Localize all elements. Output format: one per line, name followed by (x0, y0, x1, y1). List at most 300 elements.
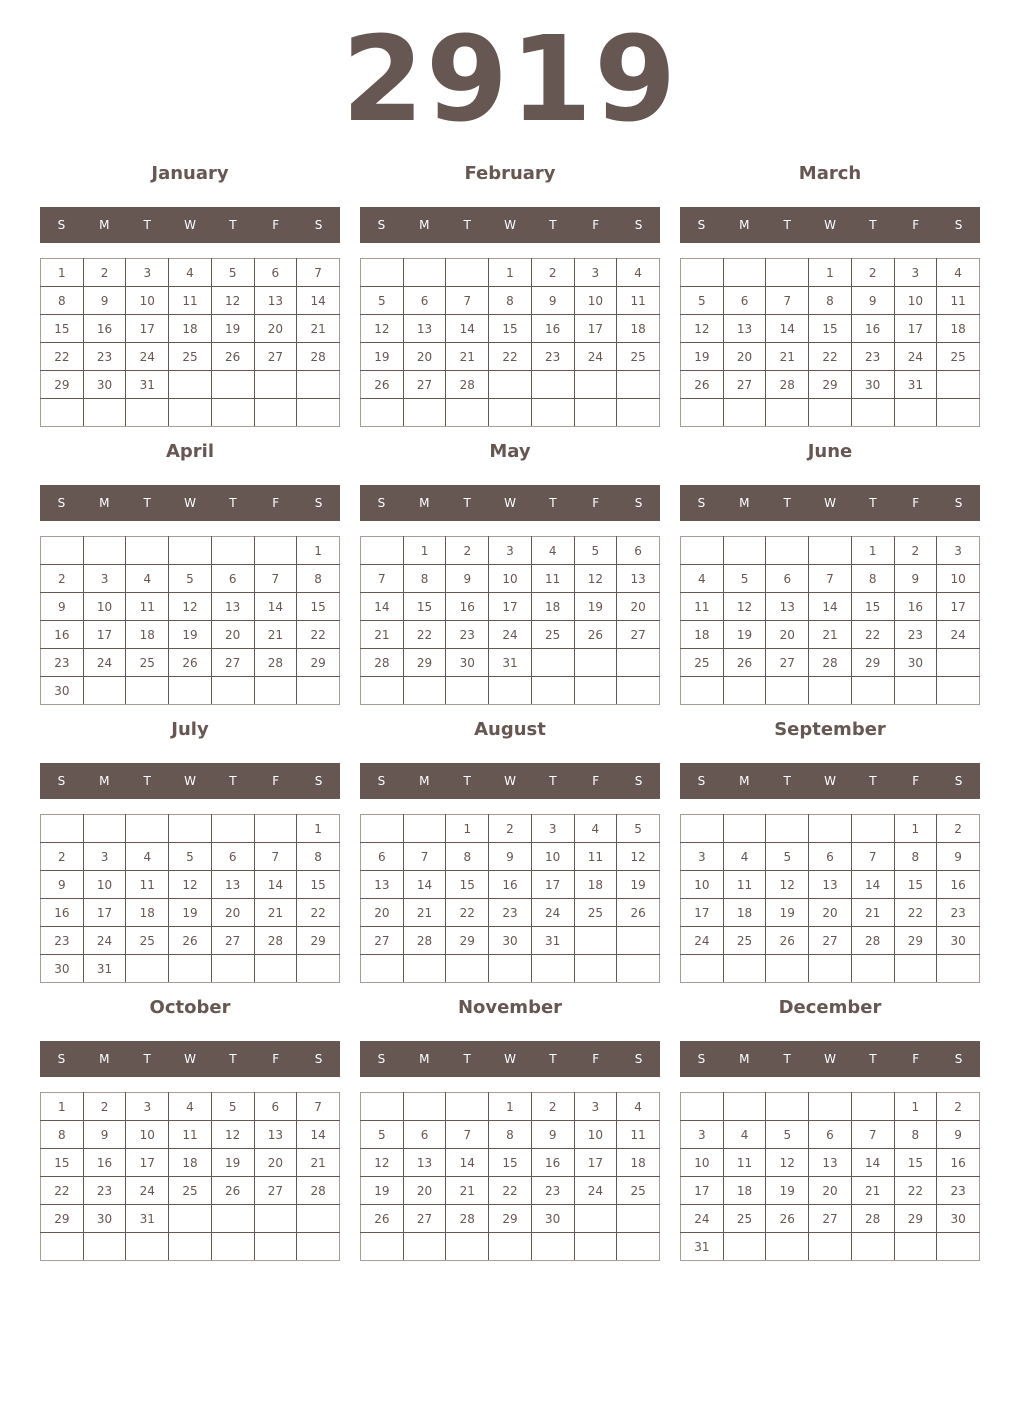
day-cell (126, 1233, 169, 1261)
day-cell: 6 (723, 287, 766, 315)
day-cell: 25 (531, 621, 574, 649)
week-row (41, 315, 340, 343)
day-cell (254, 1205, 297, 1233)
day-cell (403, 259, 446, 287)
day-cell: 5 (681, 287, 724, 315)
day-cell: 15 (489, 1149, 532, 1177)
day-cell: 24 (489, 621, 532, 649)
day-cell: 20 (211, 899, 254, 927)
month-december (680, 994, 980, 1254)
day-cell: 24 (937, 621, 980, 649)
day-cell: 2 (937, 815, 980, 843)
day-cell: 16 (531, 315, 574, 343)
day-cell: 20 (211, 621, 254, 649)
week-row (41, 677, 340, 705)
day-cell: 1 (851, 537, 894, 565)
weekday-label: S (314, 1052, 323, 1066)
weekday-label: F (912, 218, 920, 232)
day-cell: 7 (254, 565, 297, 593)
day-cell: 30 (937, 927, 980, 955)
day-cell: 29 (489, 1205, 532, 1233)
day-cell: 14 (254, 593, 297, 621)
day-cell: 8 (489, 287, 532, 315)
weekday-label: S (634, 496, 643, 510)
weekday-label: W (504, 218, 516, 232)
weekday-label: F (272, 218, 280, 232)
day-cell (937, 1233, 980, 1261)
day-cell: 22 (403, 621, 446, 649)
day-cell: 1 (809, 259, 852, 287)
weekday-label: W (184, 1052, 196, 1066)
day-cell: 22 (894, 899, 937, 927)
day-cell: 13 (403, 1149, 446, 1177)
weekday-label: S (377, 774, 386, 788)
weekday-label: S (697, 1052, 706, 1066)
weekday-label: W (824, 218, 836, 232)
day-cell: 16 (937, 871, 980, 899)
day-cell: 2 (83, 1093, 126, 1121)
day-cell (617, 649, 660, 677)
day-cell: 6 (617, 537, 660, 565)
day-cell: 14 (809, 593, 852, 621)
day-cell: 29 (809, 371, 852, 399)
day-cell (41, 537, 84, 565)
month-name: October (149, 997, 231, 1018)
day-cell: 8 (41, 287, 84, 315)
month-march (680, 160, 980, 392)
day-cell (723, 815, 766, 843)
day-cell (297, 371, 340, 399)
weekday-label: S (57, 218, 66, 232)
day-cell: 10 (574, 287, 617, 315)
day-cell: 10 (681, 871, 724, 899)
day-cell (83, 815, 126, 843)
day-cell (361, 1233, 404, 1261)
day-cell: 1 (489, 259, 532, 287)
weekday-label: T (229, 1052, 237, 1066)
day-cell (937, 955, 980, 983)
week-row (41, 815, 340, 843)
weekday-header (40, 485, 340, 521)
weekday-label: T (869, 496, 877, 510)
day-cell (894, 399, 937, 427)
week-row (361, 843, 660, 871)
weekday-label: W (504, 1052, 516, 1066)
day-cell: 7 (851, 1121, 894, 1149)
day-cell (83, 537, 126, 565)
week-row (681, 899, 980, 927)
day-cell: 17 (894, 315, 937, 343)
day-cell: 10 (83, 593, 126, 621)
weekday-label: T (229, 496, 237, 510)
day-cell (211, 677, 254, 705)
day-cell: 24 (574, 1177, 617, 1205)
day-cell: 20 (254, 315, 297, 343)
day-grid (680, 814, 980, 983)
day-cell: 26 (617, 899, 660, 927)
day-cell: 28 (446, 371, 489, 399)
day-cell: 26 (723, 649, 766, 677)
day-cell: 15 (41, 1149, 84, 1177)
day-cell: 3 (574, 259, 617, 287)
day-cell: 16 (894, 593, 937, 621)
day-cell: 3 (531, 815, 574, 843)
day-cell: 12 (361, 1149, 404, 1177)
day-cell: 13 (254, 287, 297, 315)
weekday-label: T (229, 218, 237, 232)
day-cell: 12 (766, 1149, 809, 1177)
week-row (681, 1233, 980, 1261)
day-cell: 8 (403, 565, 446, 593)
day-cell: 29 (297, 927, 340, 955)
day-cell: 29 (41, 371, 84, 399)
weekday-label: M (739, 1052, 750, 1066)
day-cell: 10 (126, 287, 169, 315)
day-cell: 22 (489, 1177, 532, 1205)
day-cell: 27 (254, 1177, 297, 1205)
day-cell: 10 (489, 565, 532, 593)
day-cell: 12 (681, 315, 724, 343)
day-cell (809, 1233, 852, 1261)
day-cell: 7 (809, 565, 852, 593)
day-cell (851, 955, 894, 983)
day-cell: 26 (361, 371, 404, 399)
day-cell: 26 (169, 649, 212, 677)
day-cell (361, 815, 404, 843)
week-row (681, 621, 980, 649)
weekday-label: F (912, 1052, 920, 1066)
weekday-header (40, 763, 340, 799)
day-cell: 29 (851, 649, 894, 677)
day-cell: 28 (851, 927, 894, 955)
day-cell: 31 (894, 371, 937, 399)
day-cell: 14 (851, 1149, 894, 1177)
weekday-label: F (272, 774, 280, 788)
day-cell: 28 (851, 1205, 894, 1233)
day-cell: 20 (809, 899, 852, 927)
day-cell: 5 (361, 287, 404, 315)
day-cell: 20 (403, 1177, 446, 1205)
day-cell: 2 (83, 259, 126, 287)
day-cell: 11 (723, 1149, 766, 1177)
week-row (41, 1205, 340, 1233)
day-cell: 22 (41, 1177, 84, 1205)
day-cell (169, 677, 212, 705)
day-cell (531, 371, 574, 399)
week-row (681, 649, 980, 677)
day-cell (361, 1093, 404, 1121)
day-cell: 19 (766, 1177, 809, 1205)
day-cell: 9 (531, 287, 574, 315)
day-cell (937, 649, 980, 677)
day-cell: 29 (41, 1205, 84, 1233)
day-cell: 4 (531, 537, 574, 565)
day-cell: 21 (297, 315, 340, 343)
day-cell (766, 399, 809, 427)
weekday-label: M (419, 496, 430, 510)
day-cell: 25 (574, 899, 617, 927)
day-cell: 30 (83, 371, 126, 399)
day-cell (617, 371, 660, 399)
day-cell: 3 (489, 537, 532, 565)
day-cell: 3 (83, 565, 126, 593)
day-cell: 7 (297, 1093, 340, 1121)
day-cell (169, 371, 212, 399)
day-cell: 17 (574, 1149, 617, 1177)
day-cell (809, 815, 852, 843)
day-cell: 1 (297, 815, 340, 843)
day-cell: 21 (446, 343, 489, 371)
month-name: June (807, 441, 853, 462)
day-cell (681, 1093, 724, 1121)
day-cell: 10 (937, 565, 980, 593)
day-cell: 9 (489, 843, 532, 871)
day-cell: 16 (41, 899, 84, 927)
day-cell: 12 (169, 871, 212, 899)
day-cell: 15 (297, 871, 340, 899)
weekday-label: M (419, 774, 430, 788)
day-cell: 1 (446, 815, 489, 843)
day-cell: 16 (83, 1149, 126, 1177)
weekday-label: T (229, 774, 237, 788)
day-cell (809, 537, 852, 565)
week-row (681, 955, 980, 983)
day-cell: 6 (211, 843, 254, 871)
day-cell: 25 (169, 343, 212, 371)
day-cell: 23 (851, 343, 894, 371)
week-row (681, 871, 980, 899)
day-cell (723, 1233, 766, 1261)
weekday-label: M (99, 218, 110, 232)
day-cell (126, 537, 169, 565)
day-cell: 19 (723, 621, 766, 649)
day-cell: 26 (766, 1205, 809, 1233)
weekday-label: W (824, 1052, 836, 1066)
day-cell: 5 (169, 565, 212, 593)
month-october (40, 994, 340, 1226)
day-cell: 15 (851, 593, 894, 621)
year-title: 2919 (341, 10, 679, 148)
day-cell: 19 (169, 621, 212, 649)
day-cell: 27 (403, 371, 446, 399)
day-cell (851, 399, 894, 427)
day-cell (617, 927, 660, 955)
week-row (361, 399, 660, 427)
week-row (681, 1121, 980, 1149)
day-cell: 28 (403, 927, 446, 955)
weekday-header (680, 763, 980, 799)
day-cell (446, 259, 489, 287)
day-cell: 28 (766, 371, 809, 399)
day-cell: 15 (809, 315, 852, 343)
day-cell: 22 (41, 343, 84, 371)
day-cell: 25 (617, 1177, 660, 1205)
day-cell: 17 (681, 899, 724, 927)
week-row (681, 677, 980, 705)
week-row (41, 899, 340, 927)
day-cell: 31 (83, 955, 126, 983)
day-cell (211, 537, 254, 565)
week-row (41, 927, 340, 955)
weekday-label: M (739, 774, 750, 788)
weekday-label: T (549, 1052, 557, 1066)
day-cell: 8 (446, 843, 489, 871)
day-cell: 19 (766, 899, 809, 927)
weekday-label: S (697, 496, 706, 510)
day-cell (681, 815, 724, 843)
day-cell (211, 399, 254, 427)
day-cell: 22 (809, 343, 852, 371)
day-cell: 27 (809, 1205, 852, 1233)
day-cell: 12 (617, 843, 660, 871)
day-cell: 10 (681, 1149, 724, 1177)
day-cell: 18 (531, 593, 574, 621)
day-cell (211, 815, 254, 843)
day-cell: 28 (361, 649, 404, 677)
day-cell: 1 (41, 259, 84, 287)
day-cell (169, 955, 212, 983)
day-cell (403, 399, 446, 427)
day-cell: 21 (297, 1149, 340, 1177)
day-cell (361, 955, 404, 983)
week-row (361, 899, 660, 927)
day-cell: 5 (169, 843, 212, 871)
day-cell (446, 677, 489, 705)
weekday-label: S (57, 774, 66, 788)
day-cell (489, 399, 532, 427)
day-cell (403, 955, 446, 983)
week-row (41, 649, 340, 677)
weekday-label: S (954, 1052, 963, 1066)
day-cell (809, 955, 852, 983)
weekday-header (680, 485, 980, 521)
day-cell: 8 (894, 1121, 937, 1149)
weekday-label: F (592, 496, 600, 510)
day-cell: 29 (403, 649, 446, 677)
day-cell: 15 (446, 871, 489, 899)
day-cell: 2 (41, 565, 84, 593)
day-cell (574, 927, 617, 955)
day-cell: 10 (531, 843, 574, 871)
day-cell: 11 (169, 287, 212, 315)
week-row (361, 315, 660, 343)
week-row (41, 1093, 340, 1121)
day-cell: 23 (937, 899, 980, 927)
week-row (681, 593, 980, 621)
day-cell: 24 (681, 927, 724, 955)
weekday-header (360, 485, 660, 521)
day-cell: 4 (126, 843, 169, 871)
day-cell: 10 (894, 287, 937, 315)
day-cell (574, 371, 617, 399)
week-row (361, 371, 660, 399)
day-cell: 28 (254, 927, 297, 955)
day-cell: 17 (937, 593, 980, 621)
day-cell (254, 537, 297, 565)
month-name: November (457, 997, 563, 1018)
weekday-label: W (504, 496, 516, 510)
weekday-label: W (184, 218, 196, 232)
day-cell (297, 955, 340, 983)
day-cell (297, 677, 340, 705)
month-name: July (171, 719, 209, 740)
day-cell: 4 (617, 259, 660, 287)
day-cell (723, 677, 766, 705)
day-cell: 5 (617, 815, 660, 843)
day-cell: 27 (211, 927, 254, 955)
day-cell (851, 1233, 894, 1261)
weekday-label: T (143, 496, 151, 510)
day-cell (126, 815, 169, 843)
day-cell: 7 (446, 1121, 489, 1149)
week-row (681, 1093, 980, 1121)
weekday-header (360, 763, 660, 799)
day-cell (169, 1233, 212, 1261)
day-cell: 19 (361, 1177, 404, 1205)
day-cell: 18 (617, 315, 660, 343)
day-cell (531, 649, 574, 677)
week-row (361, 1233, 660, 1261)
day-cell: 13 (766, 593, 809, 621)
week-row (361, 815, 660, 843)
day-cell (297, 1233, 340, 1261)
weekday-label: T (783, 218, 791, 232)
day-cell: 30 (83, 1205, 126, 1233)
day-cell (126, 955, 169, 983)
day-cell (574, 955, 617, 983)
day-cell: 19 (211, 315, 254, 343)
day-cell: 27 (211, 649, 254, 677)
week-row (41, 955, 340, 983)
day-cell: 18 (574, 871, 617, 899)
day-cell: 19 (617, 871, 660, 899)
month-name: March (798, 163, 862, 184)
day-cell: 29 (446, 927, 489, 955)
day-cell (723, 259, 766, 287)
day-cell (766, 537, 809, 565)
day-cell: 11 (574, 843, 617, 871)
week-row (361, 287, 660, 315)
day-cell: 7 (403, 843, 446, 871)
day-cell (169, 1205, 212, 1233)
day-cell: 7 (297, 259, 340, 287)
weekday-label: T (549, 218, 557, 232)
day-cell: 26 (211, 1177, 254, 1205)
day-cell: 13 (809, 871, 852, 899)
day-cell: 19 (681, 343, 724, 371)
day-cell: 31 (531, 927, 574, 955)
day-cell (254, 1233, 297, 1261)
day-cell: 16 (937, 1149, 980, 1177)
day-cell: 27 (403, 1205, 446, 1233)
month-january (40, 160, 340, 392)
day-cell: 23 (83, 343, 126, 371)
day-cell: 24 (126, 1177, 169, 1205)
weekday-label: S (954, 496, 963, 510)
day-cell: 14 (254, 871, 297, 899)
day-cell: 18 (723, 899, 766, 927)
day-cell: 19 (361, 343, 404, 371)
day-cell: 6 (403, 1121, 446, 1149)
day-cell: 9 (83, 287, 126, 315)
day-cell (446, 1233, 489, 1261)
day-cell: 15 (403, 593, 446, 621)
day-cell (766, 955, 809, 983)
day-cell: 27 (723, 371, 766, 399)
day-cell: 11 (617, 1121, 660, 1149)
weekday-header (360, 207, 660, 243)
day-cell: 11 (617, 287, 660, 315)
